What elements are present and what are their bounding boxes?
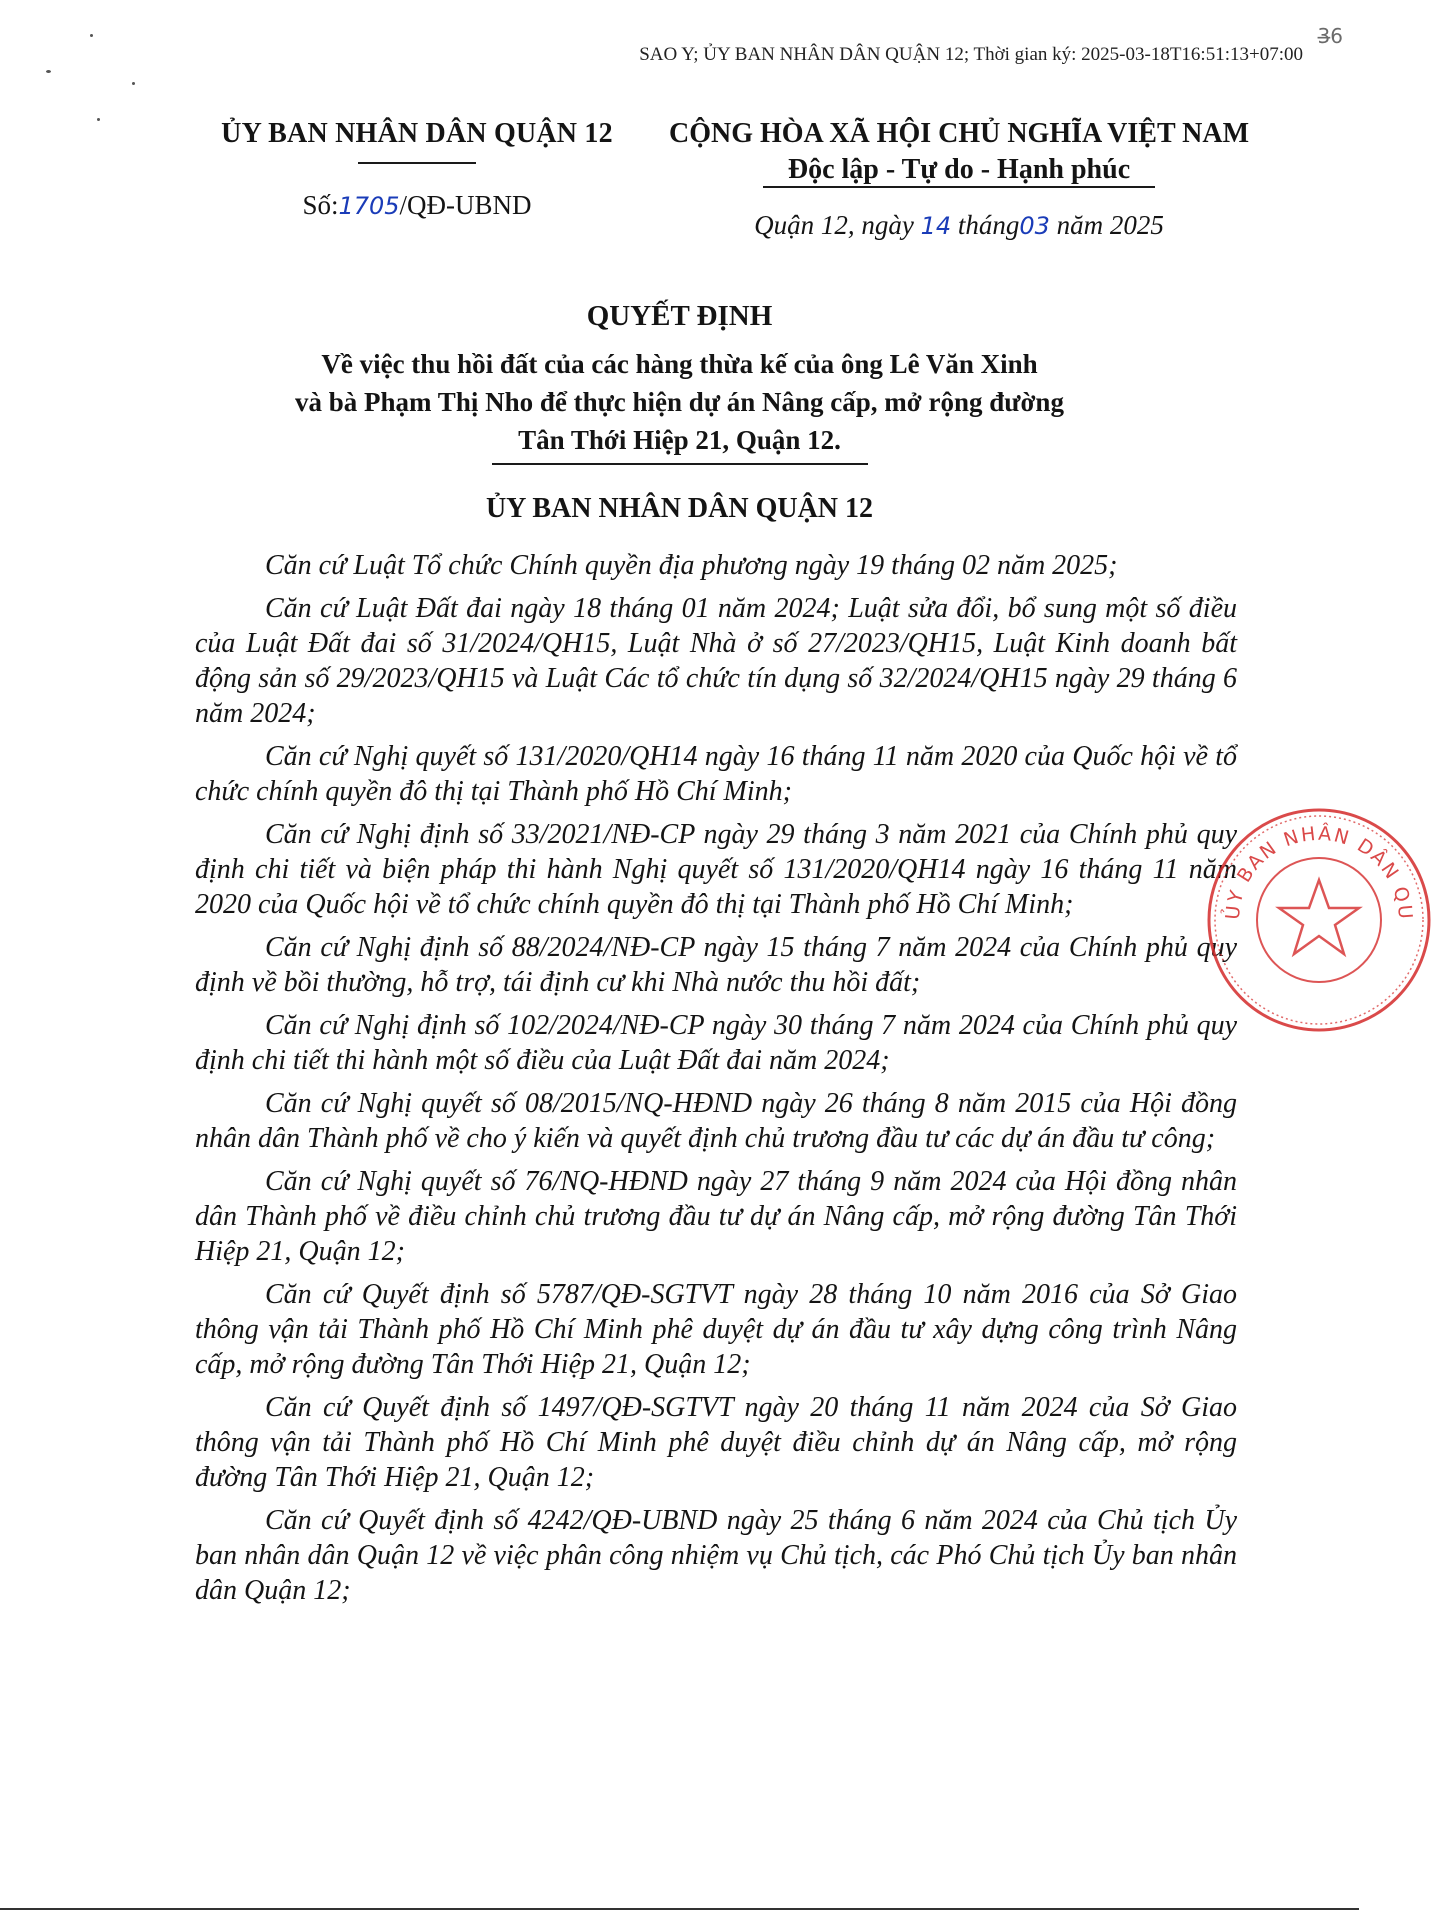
agency-underline — [358, 162, 476, 164]
scan-speck — [46, 70, 51, 73]
document-number-handwritten: 1705 — [338, 192, 400, 220]
legal-basis-paragraph: Căn cứ Nghị quyết số 08/2015/NQ-HĐND ngày 26 tháng 8 năm 2015 của Hội đồng nhân dân Thành phố về cho ý kiến và quyết định chủ trương đầu tư các dự án đầu tư công; — [195, 1088, 1237, 1154]
document-number-suffix: /QĐ-UBND — [399, 190, 532, 220]
agency-name: ỦY BAN NHÂN DÂN QUẬN 12 — [221, 118, 613, 149]
date-suffix: năm 2025 — [1049, 210, 1164, 240]
legal-basis-paragraph: Căn cứ Nghị quyết số 76/NQ-HĐND ngày 27 tháng 9 năm 2024 của Hội đồng nhân dân Thành phố về điều chỉnh chủ trương đầu tư dự án Nâng cấp, mở rộng đường Tân Thới Hiệp 21, Quận 12; — [195, 1166, 1237, 1267]
subject-underline — [492, 463, 868, 465]
legal-basis-paragraph: Căn cứ Nghị định số 88/2024/NĐ-CP ngày 15 tháng 7 năm 2024 của Chính phủ quy định về bồi thường, hỗ trợ, tái định cư khi Nhà nước thu hồi đất; — [195, 932, 1237, 998]
date-mid: tháng — [951, 210, 1020, 240]
svg-text:ỦY BAN NHÂN DÂN QUẬN — [1199, 800, 1416, 922]
legal-basis-paragraph: Căn cứ Luật Đất đai ngày 18 tháng 01 năm 2024; Luật sửa đổi, bổ sung một số điều của Luật Đất đai số 31/2024/QH15, Luật Nhà ở số 27/2023/QH15, Luật Kinh doanh bất động sản số 29/2023/QH15 và Luật Các tổ chức tín dụng số 32/2024/QH15 ngày 29 tháng 6 năm 2024; — [195, 593, 1237, 729]
handwritten-corner-mark: 3̶6 — [1317, 24, 1343, 48]
date-prefix: Quận 12, ngày — [754, 210, 921, 240]
decision-subject — [0, 345, 1359, 459]
nation-motto: Độc lập - Tự do - Hạnh phúc — [787, 154, 1131, 185]
document-header — [0, 118, 1359, 240]
seal-text: ỦY BAN NHÂN DÂN QU — [1221, 822, 1417, 922]
legal-basis-paragraph: Căn cứ Nghị định số 33/2021/NĐ-CP ngày 29 tháng 3 năm 2021 của Chính phủ quy định chi tiết và biện pháp thi hành Nghị quyết số 131/2020/QH14 ngày 16 tháng 11 năm 2020 của Quốc hội về tổ chức chính quyền đô thị tại Thành phố Hồ Chí Minh; — [195, 819, 1237, 920]
legal-basis-paragraph: Căn cứ Quyết định số 5787/QĐ-SGTVT ngày 28 tháng 10 năm 2016 của Sở Giao thông vận tải Thành phố Hồ Chí Minh phê duyệt dự án đầu tư xây dựng công trình Nâng cấp, mở rộng đường Tân Thới Hiệp 21, Quận 12; — [195, 1279, 1237, 1380]
subject-line: và bà Phạm Thị Nho để thực hiện dự án Nâng cấp, mở rộng đường — [295, 387, 1064, 417]
scan-speck — [132, 82, 135, 85]
scan-speck — [90, 34, 93, 37]
legal-basis-paragraph: Căn cứ Quyết định số 4242/QĐ-UBND ngày 25 tháng 6 năm 2024 của Chủ tịch Ủy ban nhân dân Quận 12 về việc phân công nhiệm vụ Chủ tịch, các Phó Chủ tịch Ủy ban nhân dân Quận 12; — [195, 1505, 1237, 1606]
document-number-prefix: Số: — [302, 190, 339, 220]
nation-block — [645, 118, 1273, 241]
place-and-date — [645, 210, 1273, 241]
nation-name: CỘNG HÒA XÃ HỘI CHỦ NGHĨA VIỆT NAM — [668, 118, 1250, 149]
issuing-authority: ỦY BAN NHÂN DÂN QUẬN 12 — [485, 493, 874, 524]
decision-title: QUYẾT ĐỊNH — [586, 300, 773, 332]
legal-basis-paragraph: Căn cứ Quyết định số 1497/QĐ-SGTVT ngày 20 tháng 11 năm 2024 của Sở Giao thông vận tải Thành phố Hồ Chí Minh phê duyệt điều chỉnh dự án Nâng cấp, mở rộng đường Tân Thới Hiệp 21, Quận 12; — [195, 1392, 1237, 1493]
motto-underline — [763, 186, 1155, 188]
legal-basis-paragraph: Căn cứ Nghị quyết số 131/2020/QH14 ngày 16 tháng 11 năm 2020 của Quốc hội về tổ chức chính quyền đô thị tại Thành phố Hồ Chí Minh; — [195, 741, 1237, 807]
date-day-handwritten: 14 — [920, 212, 952, 240]
subject-line: Tân Thới Hiệp 21, Quận 12. — [518, 425, 841, 455]
official-seal-icon — [1199, 800, 1439, 1045]
digital-copy-stamp: SAO Y; ỦY BAN NHÂN DÂN QUẬN 12; Thời gian ký: 2025-03-18T16:51:13+07:00 — [639, 44, 1303, 65]
agency-block — [198, 118, 636, 221]
title-block — [0, 300, 1359, 525]
legal-basis-paragraph: Căn cứ Luật Tổ chức Chính quyền địa phương ngày 19 tháng 02 năm 2025; — [265, 550, 1118, 581]
legal-basis-paragraph: Căn cứ Nghị định số 102/2024/NĐ-CP ngày 30 tháng 7 năm 2024 của Chính phủ quy định chi tiết thi hành một số điều của Luật Đất đai năm 2024; — [195, 1010, 1237, 1076]
legal-basis — [195, 548, 1237, 1616]
date-month-handwritten: 03 — [1019, 212, 1050, 240]
scan-edge-line — [0, 1908, 1359, 1910]
subject-line: Về việc thu hồi đất của các hàng thừa kế của ông Lê Văn Xinh — [321, 349, 1038, 379]
document-number — [198, 190, 636, 221]
